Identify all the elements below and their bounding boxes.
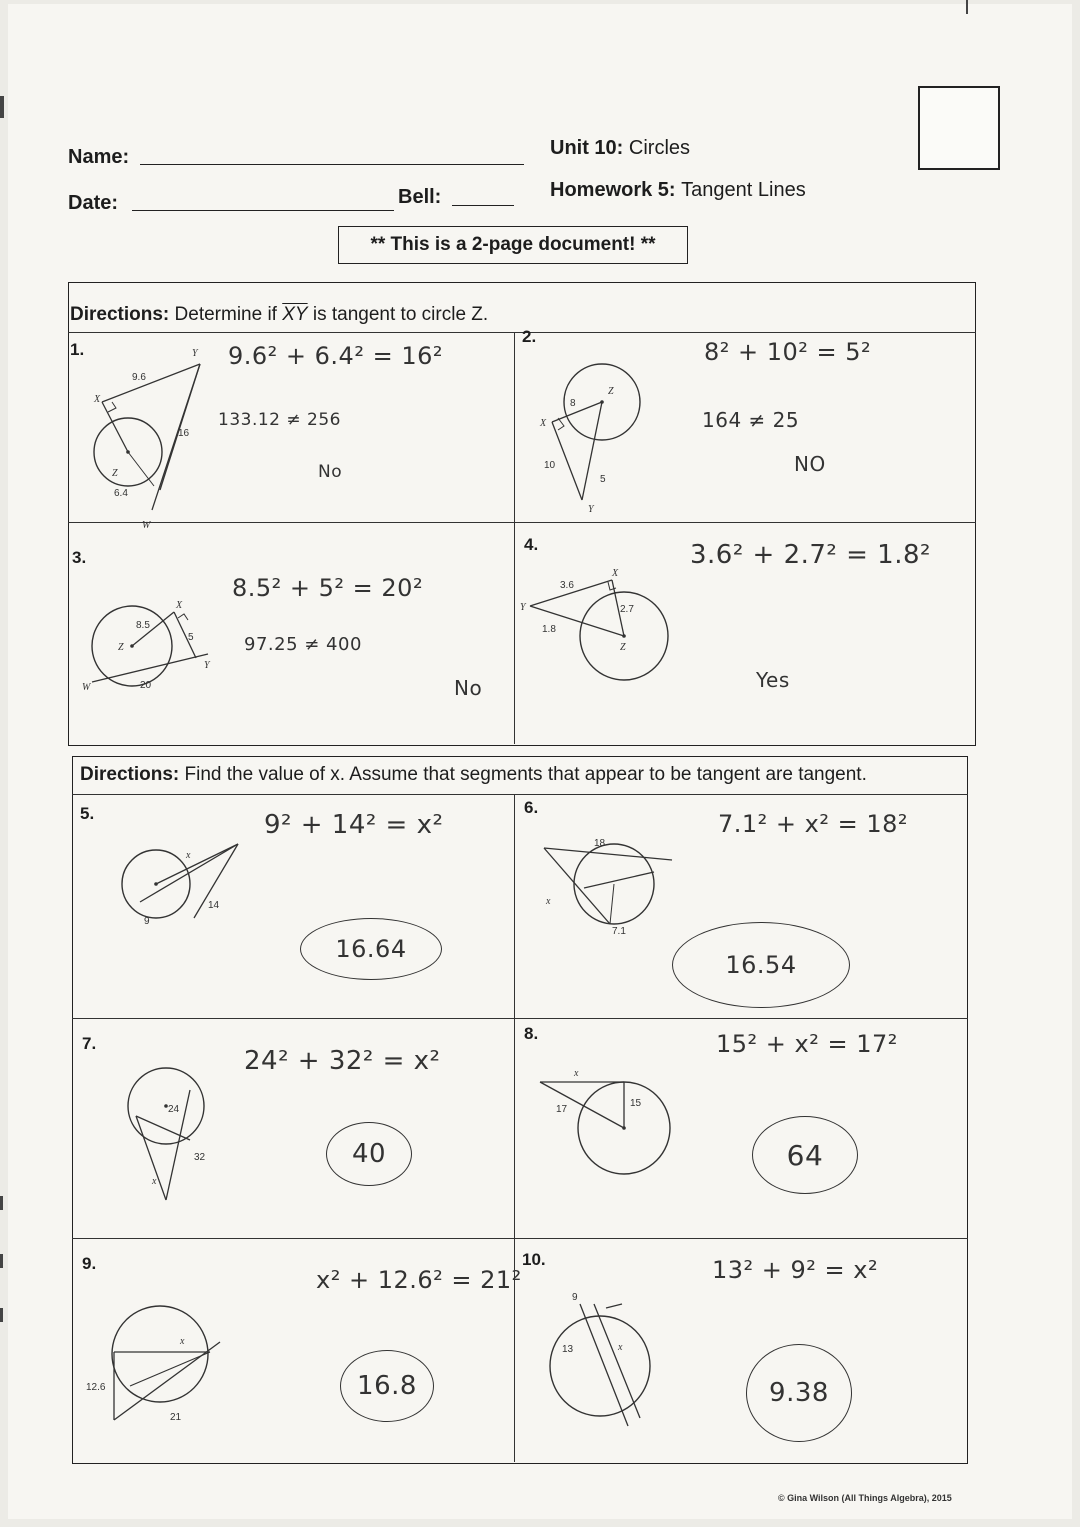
work-line: 13² + 9² = x² <box>712 1256 879 1284</box>
name-line[interactable] <box>140 164 524 165</box>
section2-col-divider <box>514 794 515 1462</box>
problem-1-figure <box>80 340 220 530</box>
date-label: Date: <box>68 192 119 214</box>
problem-number: 3. <box>72 548 87 567</box>
work-line: 8² + 10² = 5² <box>704 338 872 366</box>
figure-label: 1.8 <box>542 624 556 635</box>
figure-label: 5 <box>600 474 606 485</box>
answer-circle <box>746 1344 852 1442</box>
answer-text: 16.8 <box>357 1371 417 1401</box>
directions-label: Directions: <box>80 764 180 785</box>
figure-label: 14 <box>208 900 220 911</box>
figure-label: x <box>546 896 551 907</box>
two-page-notice: ** This is a 2-page document! ** <box>338 226 688 264</box>
date-line[interactable] <box>132 210 394 211</box>
figure-label: Y <box>520 602 526 613</box>
figure-label: 6.4 <box>114 488 128 499</box>
edge-mark <box>0 96 4 118</box>
figure-label: 9.6 <box>132 372 146 383</box>
homework-topic: Tangent Lines <box>681 179 806 201</box>
edge-mark <box>0 1196 3 1210</box>
answer-text: 16.64 <box>335 935 407 963</box>
homework-title <box>550 179 806 202</box>
problem-3-figure <box>80 580 220 700</box>
figure-label: W <box>82 682 91 693</box>
directions-label: Directions: <box>70 304 170 325</box>
figure-label: 8 <box>570 398 576 409</box>
directions-pre: Determine if <box>174 304 277 325</box>
edge-mark <box>966 0 968 14</box>
section2-row-divider <box>72 1018 968 1019</box>
problem-7-figure <box>120 1060 240 1210</box>
answer-text: 16.54 <box>725 951 797 979</box>
figure-label: x <box>152 1176 157 1187</box>
work-line: 133.12 ≠ 256 <box>218 410 341 430</box>
directions-post: is tangent to circle Z. <box>312 304 489 325</box>
answer-circle <box>672 922 850 1008</box>
work-line: 15² + x² = 17² <box>716 1030 898 1058</box>
section2-directions <box>80 764 867 786</box>
figure-label: 3.6 <box>560 580 574 591</box>
section2-divider <box>72 794 968 795</box>
section1-directions <box>70 304 488 326</box>
figure-label: 9 <box>572 1292 578 1303</box>
answer-text: No <box>318 462 343 482</box>
name-label: Name: <box>68 146 130 168</box>
edge-mark <box>0 1308 3 1322</box>
figure-label: Z <box>112 468 118 479</box>
work-line: 164 ≠ 25 <box>702 408 800 432</box>
figure-label: 13 <box>562 1344 574 1355</box>
copyright-notice: © Gina Wilson (All Things Algebra), 2015 <box>778 1493 952 1503</box>
figure-label: X <box>176 600 183 611</box>
figure-label: 9 <box>144 916 150 927</box>
figure-label: x <box>180 1336 185 1347</box>
answer-circle <box>340 1350 434 1422</box>
work-line: 9² + 14² = x² <box>264 810 444 840</box>
figure-label: X <box>540 418 547 429</box>
problem-6-figure <box>532 830 692 950</box>
problem-10-figure <box>540 1290 680 1440</box>
figure-label: 32 <box>194 1152 206 1163</box>
figure-label: 17 <box>556 1104 568 1115</box>
bell-label: Bell: <box>398 186 442 208</box>
answer-text: NO <box>794 452 826 476</box>
unit-topic: Circles <box>628 137 691 159</box>
answer-text: No <box>454 676 483 700</box>
figure-label: Y <box>204 660 210 671</box>
segment-xy: $\overline{XY}$ <box>282 304 308 325</box>
unit-title <box>550 137 690 160</box>
answer-text: 40 <box>351 1139 387 1169</box>
figure-label: 15 <box>630 1098 642 1109</box>
problem-number: 5. <box>80 804 95 823</box>
work-line: 7.1² + x² = 18² <box>718 810 909 838</box>
score-box[interactable] <box>918 86 1000 170</box>
figure-label: x <box>618 1342 623 1353</box>
figure-label: 7.1 <box>612 926 626 937</box>
figure-label: W <box>142 520 151 531</box>
figure-label: 5 <box>188 632 194 643</box>
figure-label: X <box>94 394 101 405</box>
section2-row-divider <box>72 1238 968 1239</box>
answer-circle <box>326 1122 412 1186</box>
figure-label: x <box>574 1068 579 1079</box>
homework-label: Homework 5: <box>550 179 676 201</box>
figure-label: Z <box>118 642 124 653</box>
figure-label: Y <box>588 504 594 515</box>
figure-label: Z <box>620 642 626 653</box>
edge-mark <box>0 1254 3 1268</box>
problem-2-figure <box>530 360 660 520</box>
problem-4-figure <box>520 560 680 710</box>
unit-label: Unit 10: <box>550 137 624 159</box>
figure-label: 12.6 <box>86 1382 106 1393</box>
figure-label: Y <box>192 348 198 359</box>
figure-label: 2.7 <box>620 604 634 615</box>
work-line: 24² + 32² = x² <box>244 1046 441 1076</box>
figure-label: 10 <box>544 460 556 471</box>
answer-text: 64 <box>786 1138 824 1172</box>
bell-line[interactable] <box>452 205 514 206</box>
problem-5-figure <box>86 820 246 940</box>
problem-number: 9. <box>82 1254 97 1273</box>
problem-number: 8. <box>524 1024 539 1043</box>
work-line: 8.5² + 5² = 20² <box>232 574 424 602</box>
problem-number: 10. <box>522 1250 546 1269</box>
problem-9-figure <box>86 1290 240 1440</box>
work-line: x² + 12.6² = 21² <box>316 1266 522 1294</box>
figure-label: x <box>186 850 191 861</box>
answer-text: 9.38 <box>769 1378 829 1408</box>
problem-number: 2. <box>522 327 537 346</box>
work-line: 97.25 ≠ 400 <box>244 634 362 655</box>
problem-number: 1. <box>70 340 85 359</box>
problem-number: 4. <box>524 535 539 554</box>
directions-text: Find the value of x. Assume that segments that appear to be tangent are tangent. <box>184 764 867 785</box>
figure-label: 21 <box>170 1412 182 1423</box>
figure-label: Z <box>608 386 614 397</box>
figure-label: 18 <box>594 838 606 849</box>
answer-circle <box>752 1116 858 1194</box>
problem-number: 6. <box>524 798 539 817</box>
work-line: 9.6² + 6.4² = 16² <box>228 342 443 370</box>
problem-number: 7. <box>82 1034 97 1053</box>
section1-col-divider <box>514 332 515 744</box>
figure-label: X <box>612 568 619 579</box>
answer-circle <box>300 918 442 980</box>
figure-label: 20 <box>140 680 152 691</box>
work-line: 3.6² + 2.7² = 1.8² <box>690 540 931 570</box>
problem-8-figure <box>534 1066 674 1206</box>
answer-text: Yes <box>756 668 790 692</box>
figure-label: 8.5 <box>136 620 150 631</box>
figure-label: 16 <box>178 428 190 439</box>
figure-label: 24 <box>168 1104 180 1115</box>
